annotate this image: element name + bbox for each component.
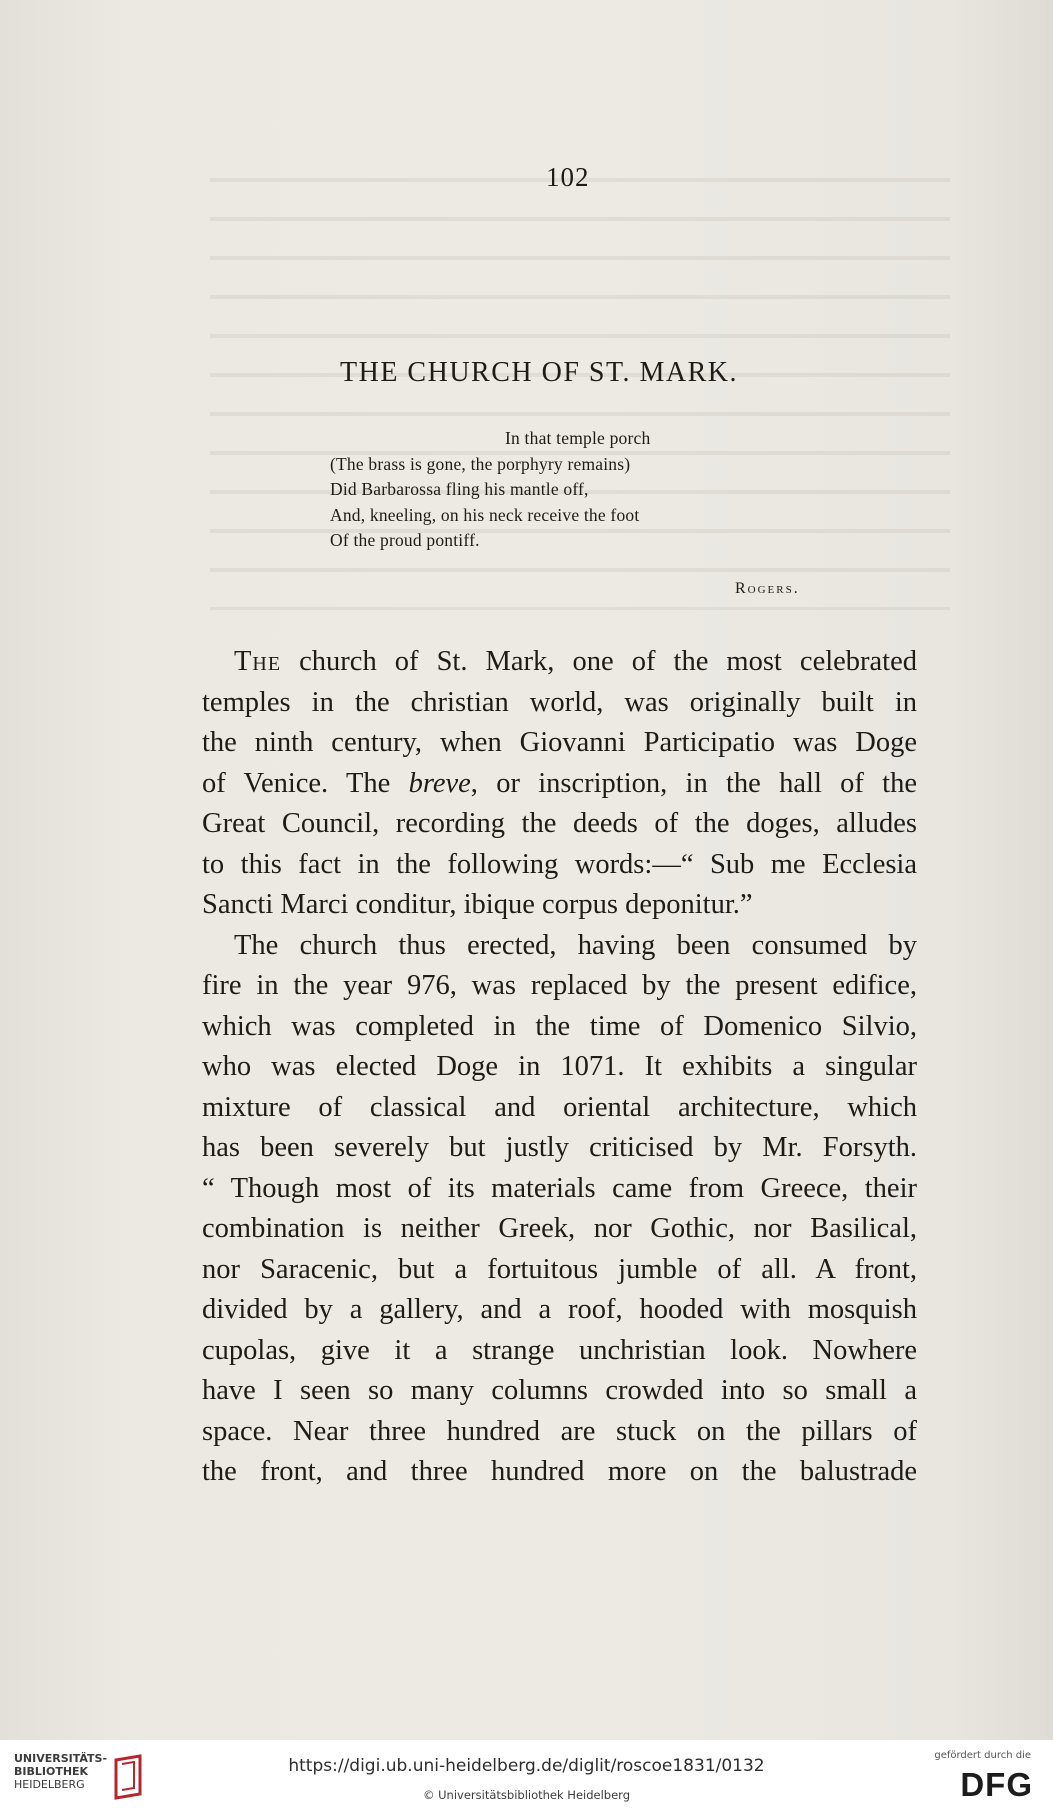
text-line: cupolas, give it a strange unchristian look. Nowhere — [202, 1334, 917, 1366]
text-line: mixture of classical and oriental architecture, which — [202, 1091, 917, 1123]
text-line: of Venice. The breve, or inscription, in the hall of the — [202, 767, 917, 799]
verse-line: And, kneeling, on his neck receive the foot — [330, 504, 640, 525]
library-logo-line: HEIDELBERG — [14, 1778, 85, 1791]
epigraph-verse — [330, 426, 650, 554]
chapter-title: THE CHURCH OF ST. MARK. — [340, 357, 739, 388]
text-line: divided by a gallery, and a roof, hooded with mosquish — [202, 1294, 917, 1325]
body-text — [202, 642, 917, 1493]
text-line: Great Council, recording the deeds of the doges, alludes — [202, 808, 917, 839]
text-line: who was elected Doge in 1071. It exhibits a singular — [202, 1051, 917, 1082]
text-line: the front, and three hundred more on the balustrade — [202, 1456, 917, 1487]
library-logo-line: UNIVERSITÄTS- — [14, 1752, 108, 1765]
verse-line: Did Barbarossa fling his mantle off, — [330, 479, 589, 499]
text-line: The church of St. Mark, one of the most celebrated — [234, 646, 917, 677]
copyright-notice: © Universitätsbibliothek Heidelberg — [422, 1788, 630, 1802]
text-line: which was completed in the time of Domenico Silvio, — [202, 1010, 917, 1042]
text-line: Sancti Marci conditur, ibique corpus deponitur.” — [202, 889, 753, 920]
source-url-link[interactable]: https://digi.ub.uni-heidelberg.de/diglit/roscoe1831/0132 — [288, 1756, 765, 1776]
text-line: space. Near three hundred are stuck on the pillars of — [202, 1415, 917, 1447]
text-line: fire in the year 976, was replaced by the present edifice, — [202, 970, 917, 1001]
page-number: 102 — [546, 162, 590, 192]
lead-word: The — [234, 646, 282, 677]
verse-line: Of the proud pontiff. — [330, 530, 480, 550]
text-line: the ninth century, when Giovanni Participatio was Doge — [202, 727, 917, 758]
epigraph-attribution: Rogers. — [735, 580, 800, 597]
text-line: to this fact in the following words:—“ Sub me Ecclesia — [202, 848, 917, 880]
text-line: The church thus erected, having been consumed by — [234, 929, 917, 961]
text-line: has been severely but justly criticised by Mr. Forsyth. — [202, 1132, 917, 1163]
verse-line: (The brass is gone, the porphyry remains) — [330, 453, 631, 474]
text-line: have I seen so many columns crowded into so small a — [202, 1375, 917, 1406]
footer-bar — [0, 1740, 1053, 1815]
text-line: nor Saracenic, but a fortuitous jumble of all. A front, — [202, 1253, 917, 1285]
verse-line: In that temple porch — [505, 428, 651, 448]
text-line: combination is neither Greek, nor Gothic, nor Basilical, — [202, 1213, 917, 1244]
text-line: “ Though most of its materials came from Greece, their — [202, 1172, 917, 1204]
text-line: temples in the christian world, was originally built in — [202, 686, 917, 718]
library-logo-line: BIBLIOTHEK — [14, 1765, 89, 1778]
funding-note: gefördert durch die — [934, 1750, 1031, 1761]
italic-term: breve — [408, 767, 471, 799]
dfg-logo: DFG — [960, 1766, 1033, 1803]
